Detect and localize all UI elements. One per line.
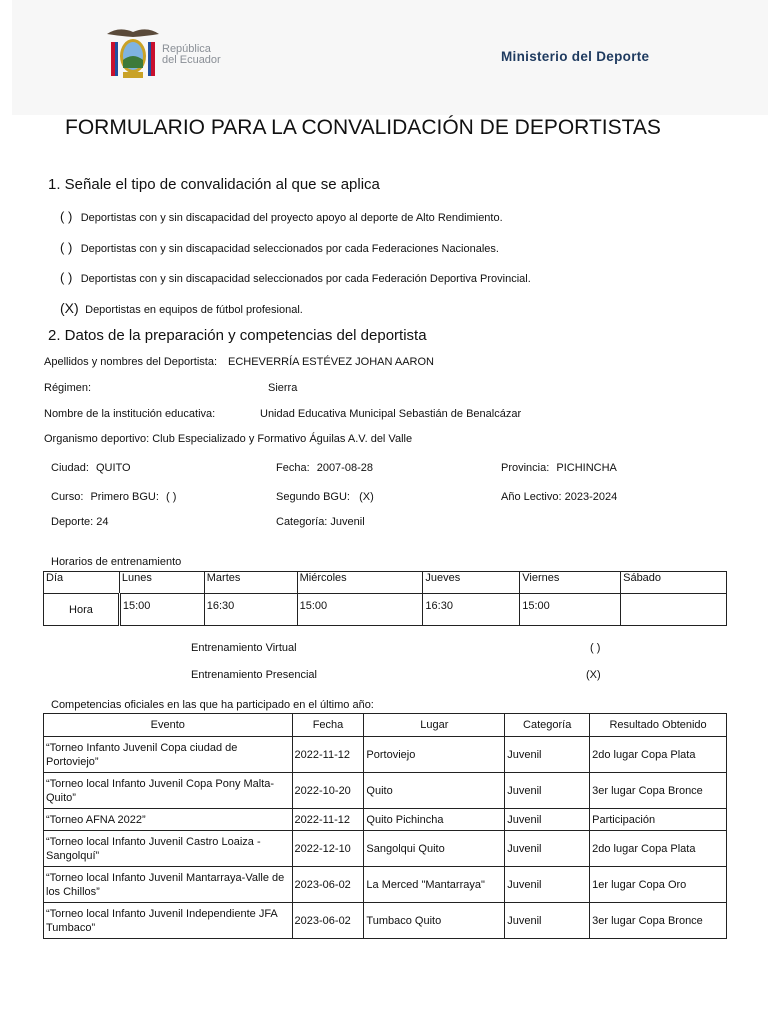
training-hour-cell: 16:30 [423, 594, 520, 626]
result-cell: Participación [590, 809, 727, 831]
category-cell: Juvenil [505, 809, 590, 831]
category-cell: Juvenil [505, 867, 590, 903]
result-cell: 3er lugar Copa Bronce [590, 903, 727, 939]
curso-value: Primero BGU: [90, 491, 159, 503]
place-cell: Portoviejo [364, 737, 505, 773]
virtual-label: Entrenamiento Virtual [191, 642, 297, 654]
option-row[interactable] [60, 269, 531, 287]
curso-label: Curso: [51, 491, 84, 503]
competitions-header-cell: Lugar [364, 714, 505, 737]
republic-line2: del Ecuador [162, 54, 221, 66]
regimen-value: Sierra [268, 382, 298, 394]
training-hour-cell: 15:00 [297, 594, 423, 626]
form-title: FORMULARIO PARA LA CONVALIDACIÓN DE DEPORTISTAS [65, 116, 661, 139]
competitions-header-cell: Resultado Obtenido [590, 714, 727, 737]
athlete-name-label: Apellidos y nombres del Deportista: [44, 356, 218, 368]
competitions-header-row [44, 714, 727, 737]
training-header-row [44, 572, 727, 594]
regimen-label: Régimen: [44, 382, 92, 394]
option-mark[interactable]: (X) [60, 300, 79, 316]
result-cell: 3er lugar Copa Bronce [590, 773, 727, 809]
fecha-field [276, 462, 373, 474]
curso-field [51, 491, 176, 503]
place-cell: Quito [364, 773, 505, 809]
ministry-name: Ministerio del Deporte [501, 49, 650, 64]
result-cell: 1er lugar Copa Oro [590, 867, 727, 903]
competitions-header-cell: Evento [44, 714, 293, 737]
event-cell: “Torneo local Infanto Juvenil Independiente JFA Tumbaco” [44, 903, 293, 939]
training-hour-cell: 15:00 [520, 594, 621, 626]
training-table [43, 571, 727, 626]
republic-line1: República [162, 43, 211, 55]
fecha-value: 2007-08-28 [316, 462, 373, 474]
category-cell: Juvenil [505, 773, 590, 809]
ciudad-label: Ciudad: [51, 462, 89, 474]
training-hour-cell: 16:30 [204, 594, 297, 626]
competitions-caption: Competencias oficiales en las que ha participado en el último año: [51, 699, 374, 711]
section1-heading: 1. Señale el tipo de convalidación al que se aplica [48, 176, 380, 193]
event-cell: “Torneo local Infanto Juvenil Castro Loaiza - Sangolquí” [44, 831, 293, 867]
date-cell: 2022-11-12 [292, 809, 364, 831]
training-header-cell: Miércoles [297, 572, 423, 594]
option-text: Deportistas en equipos de fútbol profesional. [85, 304, 303, 316]
training-caption: Horarios de entrenamiento [51, 556, 182, 568]
category-cell: Juvenil [505, 903, 590, 939]
competitions-header-cell: Fecha [292, 714, 364, 737]
event-cell: “Torneo local Infanto Juvenil Copa Pony Malta-Quito” [44, 773, 293, 809]
athlete-name-value: ECHEVERRÍA ESTÉVEZ JOHAN AARON [228, 356, 434, 368]
place-cell: Sangolqui Quito [364, 831, 505, 867]
competitions-table [43, 713, 727, 939]
ecuador-coat-of-arms-icon [105, 24, 161, 82]
category-cell: Juvenil [505, 831, 590, 867]
segundo-field [276, 491, 374, 503]
place-cell: La Merced "Mantarraya" [364, 867, 505, 903]
date-cell: 2023-06-02 [292, 867, 364, 903]
table-row [44, 831, 727, 867]
date-cell: 2023-06-02 [292, 903, 364, 939]
place-cell: Tumbaco Quito [364, 903, 505, 939]
table-row [44, 867, 727, 903]
provincia-label: Provincia: [501, 462, 550, 474]
training-header-cell: Sábado [621, 572, 727, 594]
provincia-field [501, 462, 617, 474]
option-text: Deportistas con y sin discapacidad seleccionados por cada Federaciones Nacionales. [80, 243, 499, 255]
fecha-label: Fecha: [276, 462, 310, 474]
option-mark[interactable]: ( ) [60, 270, 73, 285]
event-cell: “Torneo local Infanto Juvenil Mantarraya-Valle de los Chillos” [44, 867, 293, 903]
organism-line: Organismo deportivo: Club Especializado y Formativo Águilas A.V. del Valle [44, 433, 413, 445]
section2-heading: 2. Datos de la preparación y competencias del deportista [48, 327, 427, 344]
table-row [44, 773, 727, 809]
date-cell: 2022-10-20 [292, 773, 364, 809]
virtual-mark[interactable]: ( ) [590, 642, 601, 654]
option-text: Deportistas con y sin discapacidad seleccionados por cada Federación Deportiva Provincial. [80, 273, 531, 285]
result-cell: 2do lugar Copa Plata [590, 831, 727, 867]
segundo-label: Segundo BGU: [276, 491, 350, 503]
event-cell: “Torneo AFNA 2022” [44, 809, 293, 831]
date-cell: 2022-11-12 [292, 737, 364, 773]
segundo-mark[interactable]: (X) [359, 491, 374, 503]
date-cell: 2022-12-10 [292, 831, 364, 867]
presencial-label: Entrenamiento Presencial [191, 669, 317, 681]
training-hours-row [44, 594, 727, 626]
training-header-cell: Lunes [119, 572, 204, 594]
ciudad-field [51, 462, 131, 474]
institution-label: Nombre de la institución educativa: [44, 408, 216, 420]
training-hour-cell [621, 594, 727, 626]
category-cell: Juvenil [505, 737, 590, 773]
ano-lectivo: Año Lectivo: 2023-2024 [501, 491, 618, 503]
training-header-cell: Jueves [423, 572, 520, 594]
training-hour-label: Hora [44, 594, 120, 626]
table-row [44, 809, 727, 831]
training-header-cell: Martes [204, 572, 297, 594]
option-row[interactable] [60, 208, 503, 226]
training-hour-cell: 15:00 [119, 594, 204, 626]
categoria: Categoría: Juvenil [276, 516, 365, 528]
training-header-cell: Día [44, 572, 120, 594]
option-row[interactable] [60, 300, 303, 318]
institution-value: Unidad Educativa Municipal Sebastián de Benalcázar [260, 408, 522, 420]
presencial-mark[interactable]: (X) [586, 669, 601, 681]
option-text: Deportistas con y sin discapacidad del proyecto apoyo al deporte de Alto Rendimiento. [80, 212, 503, 224]
republic-logo-text [162, 44, 221, 66]
table-row [44, 903, 727, 939]
table-row [44, 737, 727, 773]
place-cell: Quito Pichincha [364, 809, 505, 831]
option-mark[interactable]: ( ) [60, 240, 73, 255]
provincia-value: PICHINCHA [556, 462, 617, 474]
event-cell: “Torneo Infanto Juvenil Copa ciudad de Portoviejo” [44, 737, 293, 773]
ciudad-value: QUITO [95, 462, 131, 474]
option-mark[interactable]: ( ) [60, 209, 73, 224]
training-header-cell: Viernes [520, 572, 621, 594]
result-cell: 2do lugar Copa Plata [590, 737, 727, 773]
option-row[interactable] [60, 239, 499, 257]
curso-mark[interactable]: ( ) [166, 491, 177, 503]
deporte: Deporte: 24 [51, 516, 109, 528]
competitions-header-cell: Categoría [505, 714, 590, 737]
